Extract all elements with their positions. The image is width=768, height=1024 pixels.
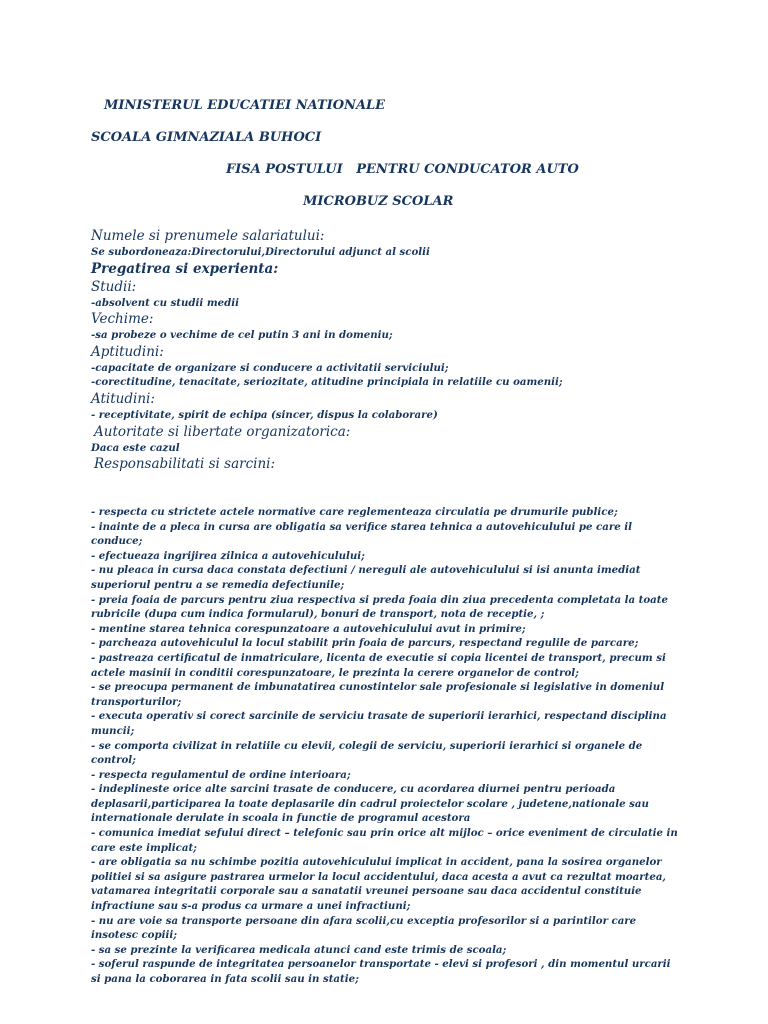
duty-item: - mentine starea tehnica corespunzatoare a autovehiculului avut in primire;: [91, 622, 526, 635]
subordination-text: Se subordoneaza:Directorului,Directorului adjunct al scolii: [91, 246, 430, 258]
aptitude-item: -capacitate de organizare si conducere a activitatii serviciului;: [91, 361, 449, 374]
responsibilities-label: Responsabilitati si sarcini:: [94, 456, 276, 473]
duty-item: - efectueaza ingrijirea zilnica a autovehiculului;: [91, 549, 365, 562]
authority-label: Autoritate si libertate organizatorica:: [94, 423, 351, 440]
attitudes-value: - receptivitate, spirit de echipa (sincer, dispus la colaborare): [91, 408, 438, 421]
duty-item: - parcheaza autovehiculul la locul stabilit prin foaia de parcurs, respectand regulile de parcare;: [91, 637, 639, 650]
aptitude-item: -corectitudine, tenacitate, seriozitate, atitudine principiala in relatiile cu oamenii;: [91, 376, 563, 389]
job-details: [91, 227, 718, 473]
duty-item: - nu are voie sa transporte persoane din afara scolii,cu exceptia profesorilor si a parintilor care insotesc copiii;: [91, 914, 637, 942]
duty-item: - preia foaia de parcurs pentru ziua respectiva si preda foaia din ziua precedenta completata la toate rubricile (dupa cum indica formularul), bonuri de transport, nota de receptie, ;: [91, 593, 668, 621]
duty-item: - pastreaza certificatul de inmatriculare, licenta de executie si copia licentei de transport, precum si actele masinii in conditii corespunzatoare, le prezinta la cerere organelor de control;: [91, 651, 666, 679]
duty-item: - nu pleaca in cursa daca constata defectiuni / nereguli ale autovehiculului si isi anunta imediat superiorul pentru a se remedia defectiunile;: [91, 564, 641, 591]
document-subtitle: MICROBUZ SCOLAR: [303, 194, 454, 209]
duty-item: - executa operativ si corect sarcinile de serviciu trasate de superiorii ierarhici, respectand disciplina muncii;: [91, 710, 667, 737]
school-heading: SCOALA GIMNAZIALA BUHOCI: [91, 130, 322, 145]
studies-label: Studii:: [91, 278, 137, 295]
ministry-heading: MINISTERUL EDUCATIEI NATIONALE: [104, 98, 386, 113]
document-title: FISA POSTULUI PENTRU CONDUCATOR AUTO: [226, 162, 579, 177]
duty-item: - soferul raspunde de integritatea persoanelor transportate - elevi si profesori , din momentul urcarii si pana la coborarea in fata scolii sau in statie;: [91, 958, 671, 985]
seniority-label: Vechime:: [91, 311, 154, 328]
aptitudes-label: Aptitudini:: [91, 343, 164, 360]
duty-item: - se preocupa permanent de imbunatatirea cunostintelor sale profesionale si legislative in domeniul transporturilor;: [91, 681, 665, 708]
duty-item: - respecta regulamentul de ordine interioara;: [91, 768, 351, 781]
duty-item: - inainte de a pleca in cursa are obligatia sa verifice starea tehnica a autovehiculului pe care il conduce;: [91, 520, 633, 548]
duty-item: - sa se prezinte la verificarea medicala atunci cand este trimis de scoala;: [91, 943, 507, 956]
studies-value: -absolvent cu studii medii: [91, 296, 239, 309]
training-heading: Pregatirea si experienta:: [91, 260, 279, 277]
duty-item: - are obligatia sa nu schimbe pozitia autovehiculului implicat in accident, pana la sosirea organelor politiei si sa asigure pastrarea urmelor la locul accidentului, daca acesta a avut ca rezultat moartea, vatamarea integritatii corporale sau a sanatatii vreunei persoane sau daca accidentul constituie infractiune sau s-a produs ca urmare a unei infractiuni;: [91, 856, 666, 913]
employee-name-label: Numele si prenumele salariatului:: [91, 228, 325, 244]
duty-item: - comunica imediat sefului direct – telefonic sau prin orice alt mijloc – orice eveniment de circulatie in care este implicat;: [91, 827, 678, 854]
attitudes-label: Atitudini:: [91, 390, 155, 407]
duty-item: - indeplineste orice alte sarcini trasate de conducere, cu acordarea diurnei pentru perioada deplasarii,participarea la toate deplasarile din cadrul proiectelor scolare , judetene,nationale sau internationale derulate in scoala in functie de programul acestora: [91, 783, 649, 825]
seniority-value: -sa probeze o vechime de cel putin 3 ani in domeniu;: [91, 329, 393, 342]
authority-value: Daca este cazul: [91, 441, 180, 454]
duty-item: - se comporta civilizat in relatiile cu elevii, colegii de serviciu, superiorii ierarhici si organele de control;: [91, 739, 643, 767]
duty-item: - respecta cu strictete actele normative care reglementeaza circulatia pe drumurile publice;: [91, 506, 618, 518]
duties-list: [91, 505, 680, 987]
